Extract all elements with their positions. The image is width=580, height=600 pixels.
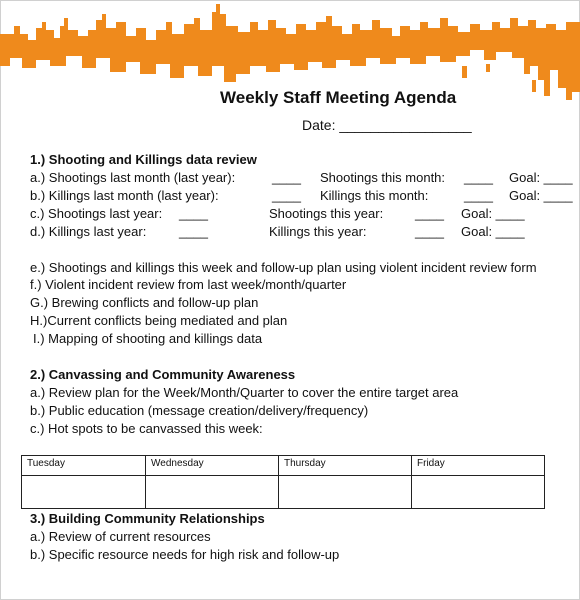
goal-field: Goal: ____ — [461, 206, 525, 221]
table-header-tuesday: Tuesday — [22, 456, 146, 476]
data-row-label: d.) Killings last year: — [30, 224, 147, 239]
section-2-heading: 2.) Canvassing and Community Awareness — [30, 367, 296, 382]
table-cell-wednesday[interactable] — [146, 476, 279, 509]
data-row-blank: ____ — [179, 224, 208, 239]
agenda-item: b.) Public education (message creation/delivery/frequency) — [30, 403, 369, 418]
data-row-blank: ____ — [272, 170, 301, 185]
data-row-blank: ____ — [415, 206, 444, 221]
data-row-blank: ____ — [272, 188, 301, 203]
data-row-blank: ____ — [179, 206, 208, 221]
section-3-heading: 3.) Building Community Relationships — [30, 511, 265, 526]
table-header-thursday: Thursday — [279, 456, 412, 476]
agenda-item: c.) Hot spots to be canvassed this week: — [30, 421, 263, 436]
agenda-item: a.) Review plan for the Week/Month/Quarter to cover the entire target area — [30, 385, 459, 400]
data-row-label: a.) Shootings last month (last year): — [30, 170, 236, 185]
goal-field: Goal: ____ — [509, 170, 573, 185]
data-row-label: Shootings this year: — [269, 206, 384, 221]
agenda-item: e.) Shootings and killings this week and follow-up plan using violent incident review form — [30, 260, 537, 275]
data-row-label: Shootings this month: — [320, 170, 446, 185]
page-title: Weekly Staff Meeting Agenda — [220, 88, 457, 107]
agenda-item: b.) Specific resource needs for high risk and follow-up — [30, 547, 340, 562]
data-row-label: Killings this year: — [269, 224, 367, 239]
table-cell-tuesday[interactable] — [22, 476, 146, 509]
agenda-item: I.) Mapping of shooting and killings data — [33, 331, 263, 346]
agenda-item: H.)Current conflicts being mediated and plan — [30, 313, 288, 328]
hot-spots-days-table — [21, 455, 545, 509]
agenda-item: f.) Violent incident review from last week/month/quarter — [30, 277, 347, 292]
data-row-label: b.) Killings last month (last year): — [30, 188, 219, 203]
agenda-item: a.) Review of current resources — [30, 529, 211, 544]
table-header-wednesday: Wednesday — [146, 456, 279, 476]
data-row-label: Killings this month: — [320, 188, 429, 203]
goal-field: Goal: ____ — [509, 188, 573, 203]
section-1-heading: 1.) Shooting and Killings data review — [30, 152, 257, 167]
date-field: Date: _________________ — [302, 117, 472, 133]
data-row-blank: ____ — [415, 224, 444, 239]
table-header-friday: Friday — [412, 456, 545, 476]
goal-field: Goal: ____ — [461, 224, 525, 239]
table-row — [22, 476, 545, 509]
data-row-blank: ____ — [464, 170, 493, 185]
table-header-row — [22, 456, 545, 476]
table-cell-thursday[interactable] — [279, 476, 412, 509]
data-row-label: c.) Shootings last year: — [30, 206, 163, 221]
data-row-blank: ____ — [464, 188, 493, 203]
table-cell-friday[interactable] — [412, 476, 545, 509]
agenda-item: G.) Brewing conflicts and follow-up plan — [30, 295, 259, 310]
